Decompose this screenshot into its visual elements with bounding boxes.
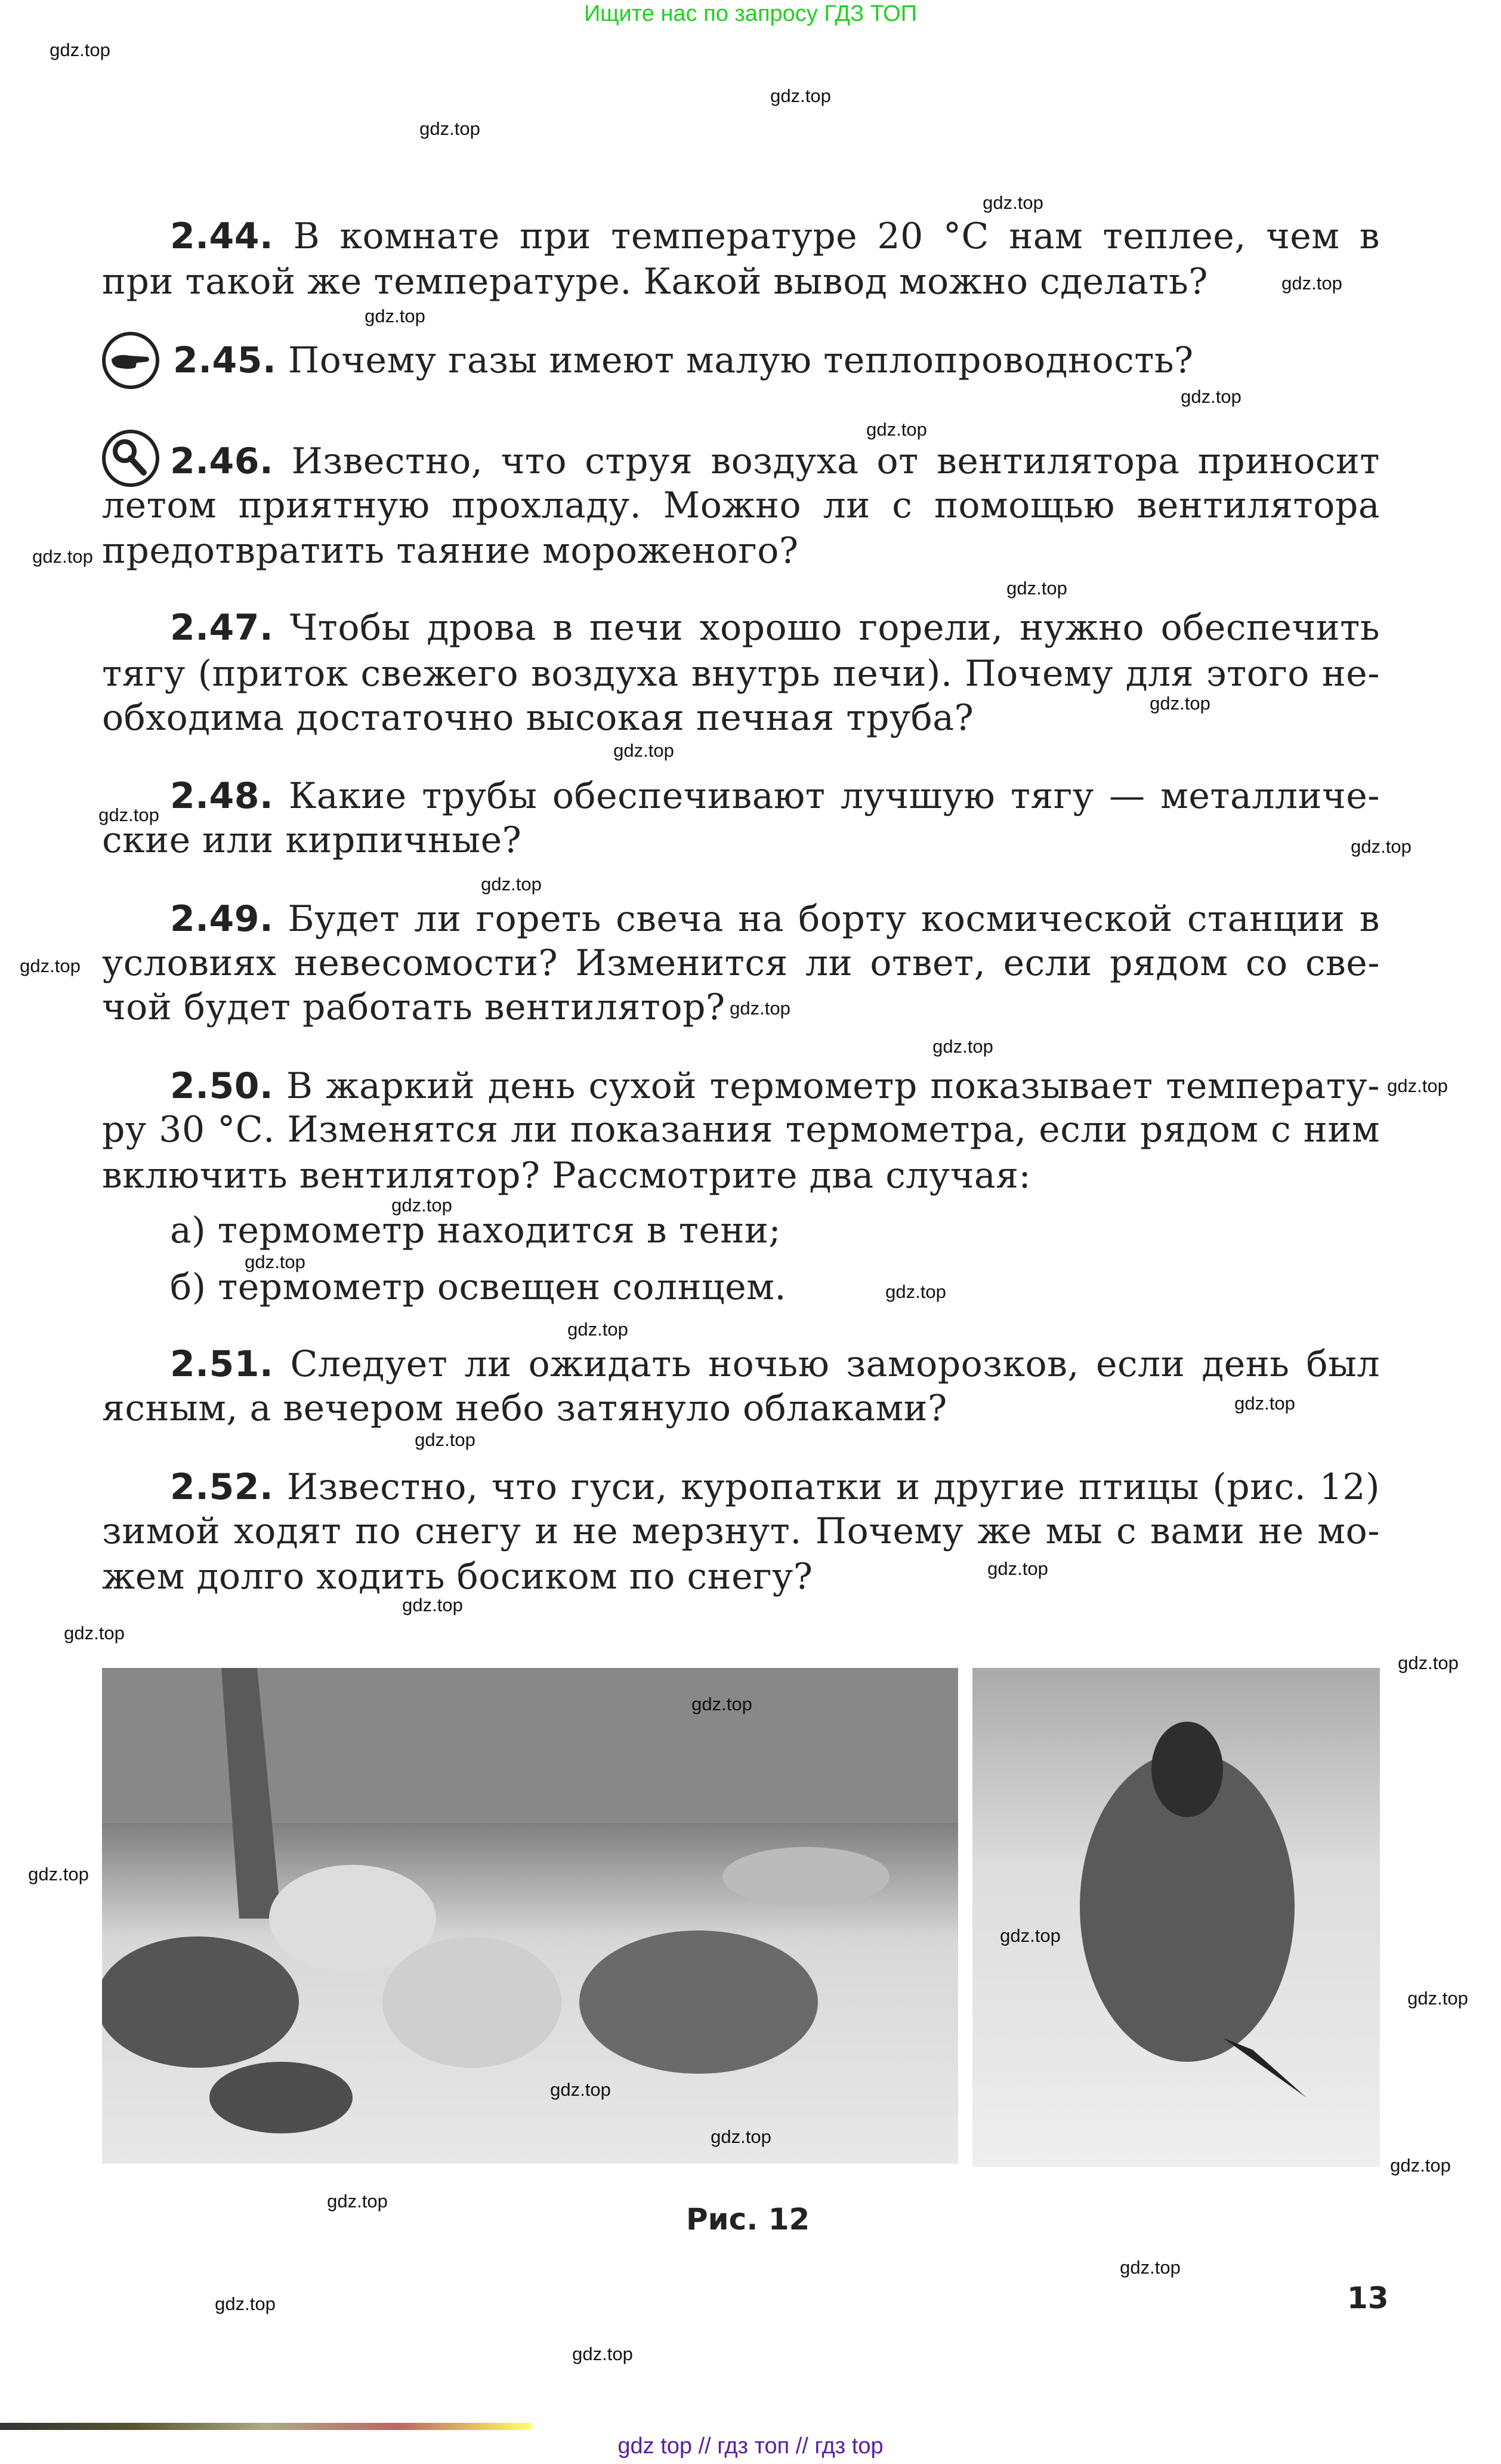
watermark: gdz.top	[987, 1558, 1048, 1579]
problem-text: Следует ли ожидать ночью заморозков, если день был	[290, 1343, 1380, 1385]
problem-number: 2.46.	[170, 440, 274, 482]
problem-2-50-line	[102, 1107, 1380, 1152]
watermark: gdz.top	[1150, 693, 1210, 714]
watermark: gdz.top	[327, 2191, 388, 2212]
problem-number: 2.49.	[170, 898, 274, 940]
problem-text: Какие трубы обеспечивают лучшую тягу — металличе-	[288, 775, 1380, 817]
problem-text: при такой же температуре. Какой вывод можно сделать?	[102, 261, 1208, 303]
problem-number: 2.50.	[170, 1065, 274, 1107]
problem-text: Известно, что струя воздуха от вентилятора приносит	[291, 440, 1380, 482]
watermark: gdz.top	[1387, 1075, 1448, 1096]
problem-number: 2.51.	[170, 1343, 274, 1385]
problem-text: зимой ходят по снегу и не мерзнут. Почему же мы с вами не мо-	[102, 1510, 1380, 1552]
problem-2-47-line	[170, 605, 1380, 650]
magnifier-key-icon	[102, 430, 159, 487]
watermark: gdz.top	[691, 1694, 752, 1714]
watermark: gdz.top	[1407, 1988, 1468, 2009]
watermark: gdz.top	[1000, 1925, 1061, 1946]
problem-2-46-line	[102, 483, 1380, 528]
problem-2-48-line	[102, 818, 521, 863]
problem-text: чой будет работать вентилятор?	[102, 986, 725, 1028]
problem-number: 2.47.	[170, 607, 274, 649]
watermark: gdz.top	[419, 118, 480, 139]
watermark: gdz.top	[481, 874, 542, 895]
watermark: gdz.top	[32, 546, 93, 567]
search-banner[interactable]: Ищите нас по запросу ГДЗ ТОП	[583, 1, 918, 26]
watermark: gdz.top	[98, 804, 159, 825]
problem-2-49-line	[102, 940, 1380, 986]
problem-2-51-line	[102, 1386, 947, 1431]
page-number: 13	[1347, 2281, 1389, 2315]
watermark: gdz.top	[572, 2343, 633, 2364]
watermark: gdz.top	[1120, 2257, 1181, 2278]
watermark: gdz.top	[770, 85, 831, 106]
problem-text: ские или кирпичные?	[102, 819, 522, 861]
watermark: gdz.top	[885, 1281, 946, 1302]
watermark: gdz.top	[245, 1251, 305, 1272]
watermark: gdz.top	[1234, 1393, 1295, 1414]
problem-text: летом приятную прохладу. Можно ли с помощью вентилятора	[102, 485, 1380, 526]
problem-2-49-line	[170, 896, 1380, 942]
watermark: gdz.top	[550, 2079, 611, 2100]
watermark: gdz.top	[50, 39, 110, 60]
problem-text: ру 30 °С. Изменятся ли показания термометра, если рядом с ним	[102, 1109, 1380, 1151]
problem-text: В комнате при температуре 20 °С нам теплее, чем в	[293, 215, 1380, 257]
watermark: gdz.top	[1390, 2155, 1451, 2176]
figure-caption: Рис. 12	[686, 2202, 810, 2237]
problem-2-50-line	[170, 1208, 781, 1253]
watermark: gdz.top	[1281, 273, 1342, 294]
problem-text: условиях невесомости? Изменится ли ответ, если рядом со све-	[102, 942, 1380, 984]
problem-text: обходима достаточно высокая печная труба?	[102, 697, 974, 739]
watermark: gdz.top	[567, 1319, 628, 1340]
problem-2-47-line	[102, 695, 974, 741]
watermark: gdz.top	[415, 1429, 475, 1450]
problem-2-44-line	[102, 259, 1208, 304]
watermark: gdz.top	[391, 1195, 452, 1216]
watermark: gdz.top	[28, 1864, 89, 1885]
problem-2-45-line	[173, 338, 1194, 383]
problem-2-49-line	[102, 985, 725, 1030]
watermark: gdz.top	[64, 1623, 125, 1643]
problem-text: предотвратить таяние мороженого?	[102, 530, 799, 572]
problem-text: а) термометр находится в тени;	[170, 1210, 782, 1251]
problem-2-46-line	[170, 439, 1380, 484]
watermark: gdz.top	[1351, 836, 1412, 857]
problem-text: б) термометр освещен солнцем.	[170, 1266, 786, 1308]
problem-text: Будет ли гореть свеча на борту космической станции в	[288, 898, 1380, 940]
watermark: gdz.top	[365, 306, 425, 326]
watermark: gdz.top	[20, 955, 81, 976]
problem-number: 2.45.	[173, 340, 277, 381]
problem-number: 2.44.	[170, 215, 274, 257]
watermark: gdz.top	[1398, 1652, 1459, 1673]
watermark: gdz.top	[1181, 386, 1241, 407]
watermark: gdz.top	[932, 1036, 993, 1057]
problem-2-47-line	[102, 651, 1380, 696]
problem-text: жем долго ходить босиком по снегу?	[102, 1556, 813, 1598]
footer-links[interactable]: gdz top // гдз топ // гдз top	[617, 2434, 884, 2459]
decorative-strip	[0, 2423, 531, 2430]
problem-text: В жаркий день сухой термометр показывает температу-	[286, 1065, 1380, 1107]
watermark: gdz.top	[711, 2126, 771, 2147]
problem-2-46-line	[102, 528, 798, 573]
problem-2-48-line	[170, 773, 1380, 819]
problem-text: Известно, что гуси, куропатки и другие птицы (рис. 12)	[286, 1466, 1380, 1508]
problem-number: 2.48.	[170, 775, 274, 817]
problem-text: Чтобы дрова в печи хорошо горели, нужно обеспечить	[289, 607, 1380, 649]
watermark: gdz.top	[215, 2293, 276, 2314]
problem-2-50-line	[170, 1063, 1380, 1109]
pointing-hand-icon	[102, 332, 159, 389]
problem-text: включить вентилятор? Рассмотрите два случая:	[102, 1155, 1031, 1196]
problem-2-51-line	[170, 1342, 1380, 1387]
problem-2-52-line	[102, 1509, 1380, 1554]
problem-2-44-line	[170, 214, 1380, 259]
watermark: gdz.top	[613, 740, 674, 761]
geese-in-snow-photo	[102, 1668, 958, 2164]
watermark: gdz.top	[866, 419, 927, 440]
duck-in-snow-photo	[972, 1668, 1380, 2167]
problem-text: тягу (приток свежего воздуха внутрь печи). Почему для этого не-	[102, 653, 1380, 695]
watermark: gdz.top	[983, 192, 1043, 213]
watermark: gdz.top	[1006, 578, 1067, 599]
problem-number: 2.52.	[170, 1466, 274, 1508]
problem-text: ясным, а вечером небо затянуло облаками?	[102, 1387, 947, 1429]
problem-2-52-line	[102, 1554, 813, 1599]
problem-2-50-line	[102, 1153, 1031, 1198]
watermark: gdz.top	[402, 1595, 463, 1615]
watermark: gdz.top	[730, 998, 790, 1019]
problem-text: Почему газы имеют малую теплопроводность?	[288, 340, 1194, 381]
problem-2-52-line	[170, 1464, 1380, 1510]
